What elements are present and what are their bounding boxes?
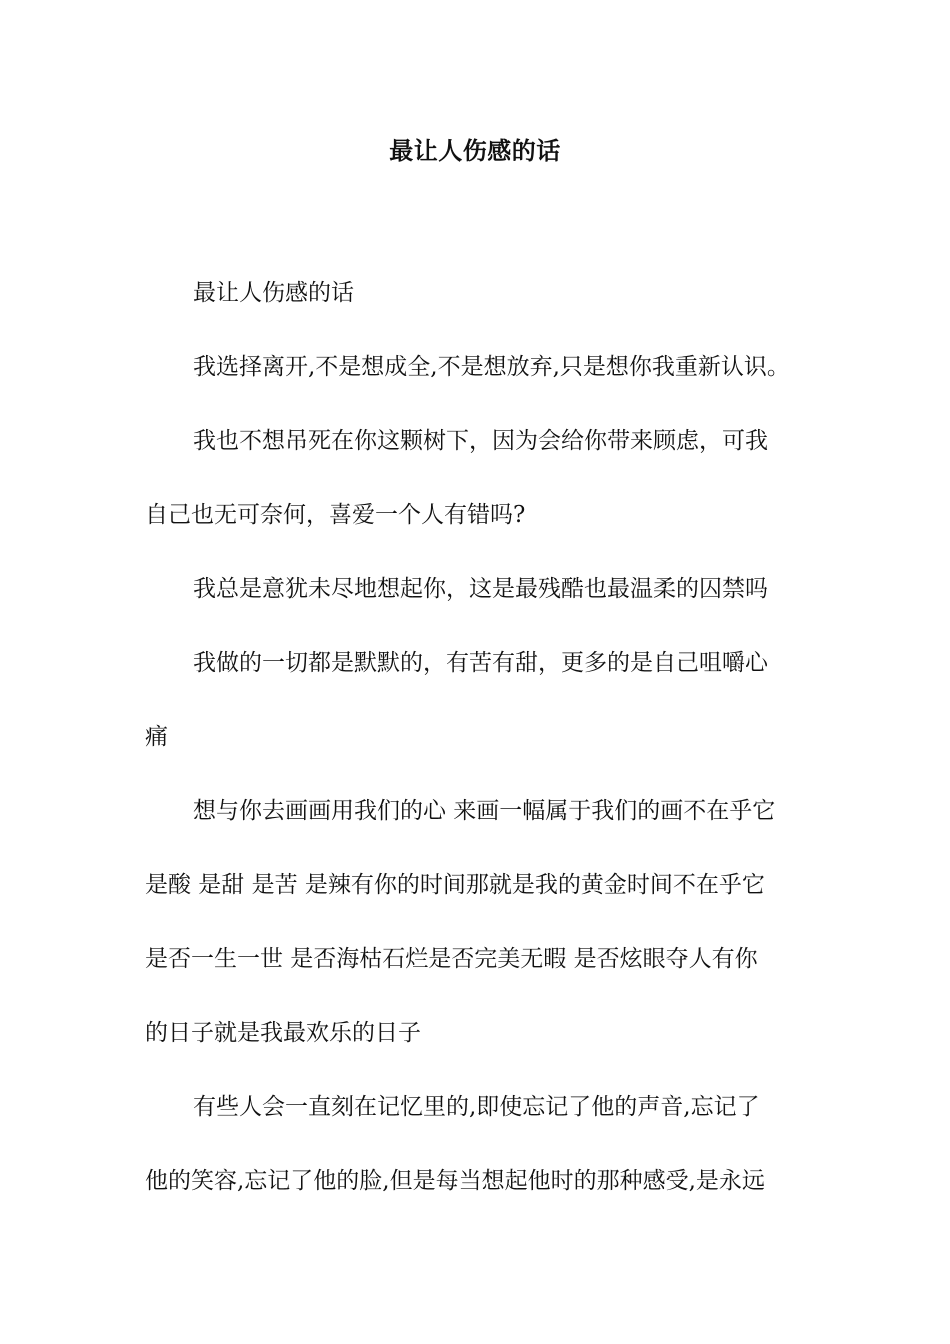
paragraph-line: 的日子就是我最欢乐的日子 (145, 1020, 421, 1046)
paragraph-line: 自己也无可奈何，喜爱一个人有错吗? (145, 502, 526, 528)
paragraph (145, 552, 815, 626)
paragraph (145, 330, 815, 404)
paragraph-line: 最让人伤感的话 (193, 280, 354, 306)
document-body (145, 256, 815, 1218)
paragraph (145, 1070, 815, 1218)
paragraph-line: 是酸 是甜 是苦 是辣有你的时间那就是我的黄金时间不在乎它 (145, 872, 765, 898)
paragraph-line: 是否一生一世 是否海枯石烂是否完美无暇 是否炫眼夺人有你 (145, 946, 758, 972)
paragraph (145, 774, 815, 1070)
document-title: 最让人伤感的话 (389, 136, 561, 165)
paragraph-line: 我选择离开,不是想成全,不是想放弃,只是想你我重新认识。 (193, 354, 790, 380)
paragraph-line: 他的笑容,忘记了他的脸,但是每当想起他时的那种感受,是永远 (145, 1168, 765, 1194)
paragraph-line: 想与你去画画用我们的心 来画一幅属于我们的画不在乎它 (193, 798, 776, 824)
paragraph (145, 626, 815, 774)
paragraph-line: 有些人会一直刻在记忆里的,即使忘记了他的声音,忘记了 (193, 1094, 760, 1120)
paragraph-line: 我总是意犹未尽地想起你，这是最残酷也最温柔的囚禁吗 (193, 576, 768, 602)
paragraph-line: 痛 (145, 724, 168, 750)
paragraph (145, 404, 815, 552)
paragraph-line: 我做的一切都是默默的，有苦有甜，更多的是自己咀嚼心 (193, 650, 768, 676)
paragraph (145, 256, 815, 330)
paragraph-line: 我也不想吊死在你这颗树下，因为会给你带来顾虑，可我 (193, 428, 768, 454)
